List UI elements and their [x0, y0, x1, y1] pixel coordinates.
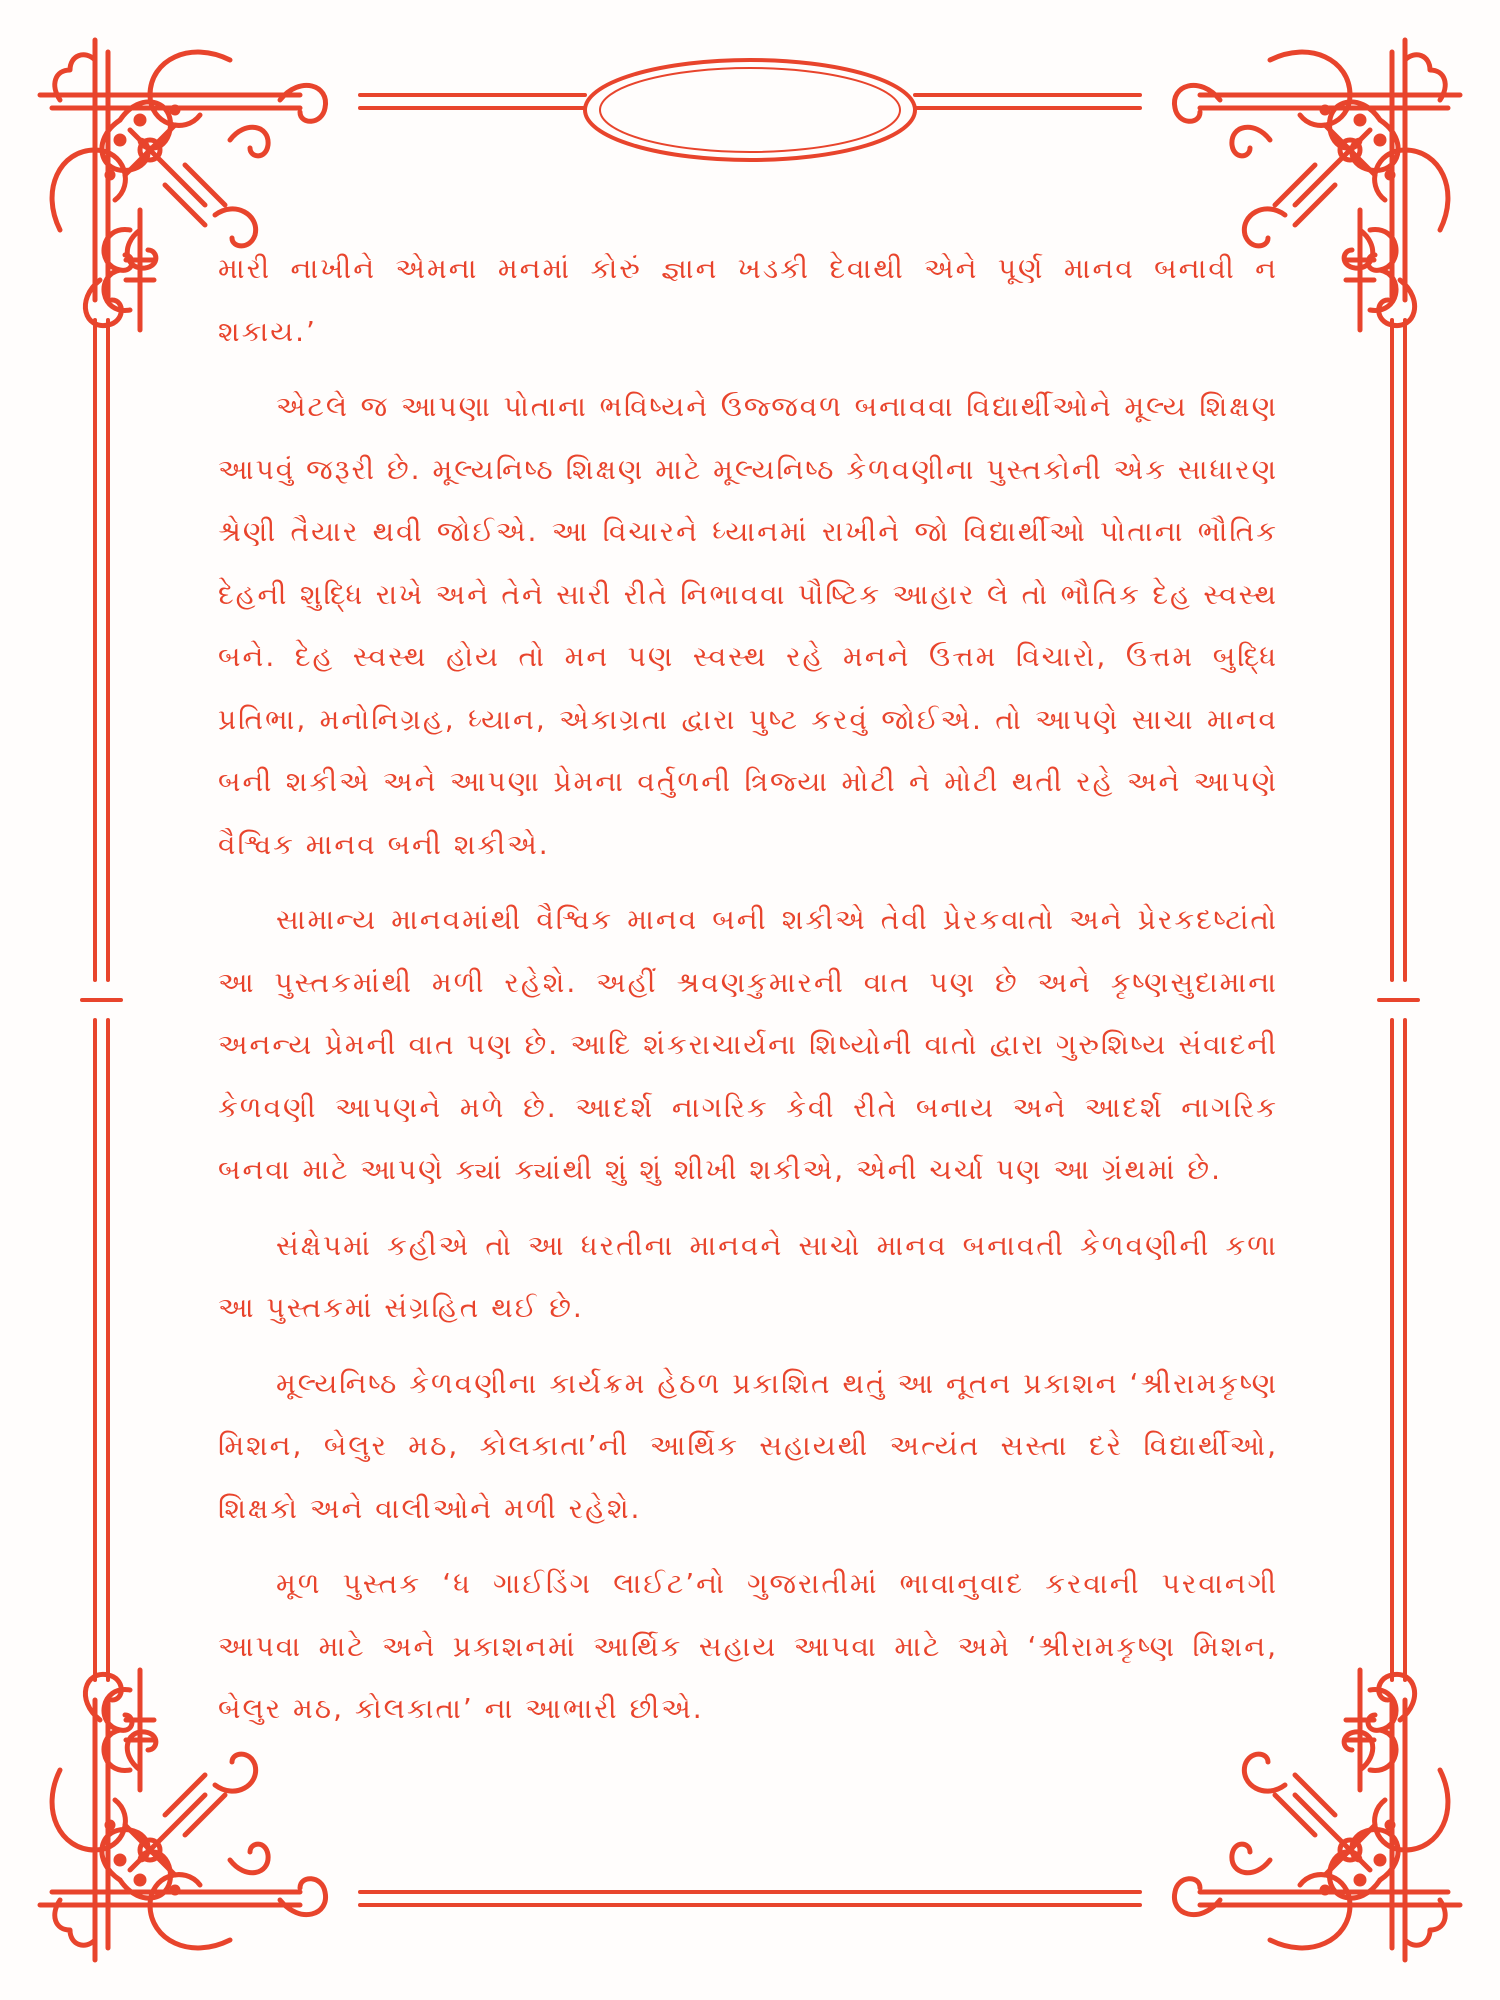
paragraph-5: મૂલ્યનિષ્ઠ કેળવણીના કાર્યક્રમ હેઠળ પ્રકાશિત થતું આ નૂતન પ્રકાશન ‘શ્રીરામકૃષ્ણ મિશન, બેલુર મઠ, કોલકાતા’ની આર્થિક સહાયથી અત્યંત સસ્તા દરે વિદ્યાર્થીઓ, શિક્ષકો અને વાલીઓને મળી રહેશે.	[218, 1366, 1278, 1525]
paragraph-4: સંક્ષેપમાં કહીએ તો આ ધરતીના માનવને સાચો માનવ બનાવતી કેળવણીની કળા આ પુસ્તકમાં સંગ્રહિત થઈ છે.	[218, 1228, 1278, 1324]
paragraph-3: સામાન્ય માનવમાંથી વૈશ્વિક માનવ બની શકીએ તેવી પ્રેરકવાતો અને પ્રેરકદષ્ટાંતો આ પુસ્તકમાંથી મળી રહેશે. અહીં શ્રવણકુમારની વાત પણ છે અને કૃષ્ણસુદામાના અનન્ય પ્રેમની વાત પણ છે. આદિ શંકરાચાર્યના શિષ્યોની વાતો દ્વારા ગુરુશિષ્ય સંવાદની કેળવણી આપણને મળે છે. આદર્શ નાગરિક કેવી રીતે બનાય અને આદર્શ નાગરિક બનવા માટે આપણે ક્યાં ક્યાંથી શું શું શીખી શકીએ, એની ચર્ચા પણ આ ગ્રંથમાં છે.	[218, 903, 1278, 1186]
paragraph-6: મૂળ પુસ્તક ‘ધ ગાઈડિંગ લાઈટ’નો ગુજરાતીમાં ભાવાનુવાદ કરવાની પરવાનગી આપવા માટે અને પ્રકાશનમાં આર્થિક સહાય આપવા માટે અમે ‘શ્રીરામકૃષ્ણ મિશન, બેલુર મઠ, કોલકાતા’ ના આભારી છીએ.	[218, 1567, 1278, 1725]
paragraph-2: એટલે જ આપણા પોતાના ભવિષ્યને ઉજ્જવળ બનાવવા વિદ્યાર્થીઓને મૂલ્ય શિક્ષણ આપવું જરૂરી છે. મૂલ્યનિષ્ઠ શિક્ષણ માટે મૂલ્યનિષ્ઠ કેળવણીના પુસ્તકોની એક સાધારણ શ્રેણી તૈયાર થવી જોઈએ. આ વિચારને ધ્યાનમાં રાખીને જો વિદ્યાર્થીઓ પોતાના ભૌતિક દેહની શુદ્ધિ રાખે અને તેને સારી રીતે નિભાવવા પૌષ્ટિક આહાર લે તો ભૌતિક દેહ સ્વસ્થ બને. દેહ સ્વસ્થ હોય તો મન પણ સ્વસ્થ રહે મનને ઉત્તમ વિચારો, ઉત્તમ બુદ્ધિ પ્રતિભા, મનોનિગ્રહ, ધ્યાન, એકાગ્રતા દ્વારા પુષ્ટ કરવું જોઈએ. તો આપણે સાચા માનવ બની શકીએ અને આપણા પ્રેમના વર્તુળની ત્રિજ્યા મોટી ને મોટી થતી રહે અને આપણે વૈશ્વિક માનવ બની શકીએ.	[218, 390, 1278, 861]
paragraph-1: મારી નાખીને એમના મનમાં કોરું જ્ઞાન ખડકી દેવાથી એને પૂર્ણ માનવ બનાવી ન શકાય.’	[218, 252, 1278, 348]
page-text	[218, 238, 1278, 1754]
